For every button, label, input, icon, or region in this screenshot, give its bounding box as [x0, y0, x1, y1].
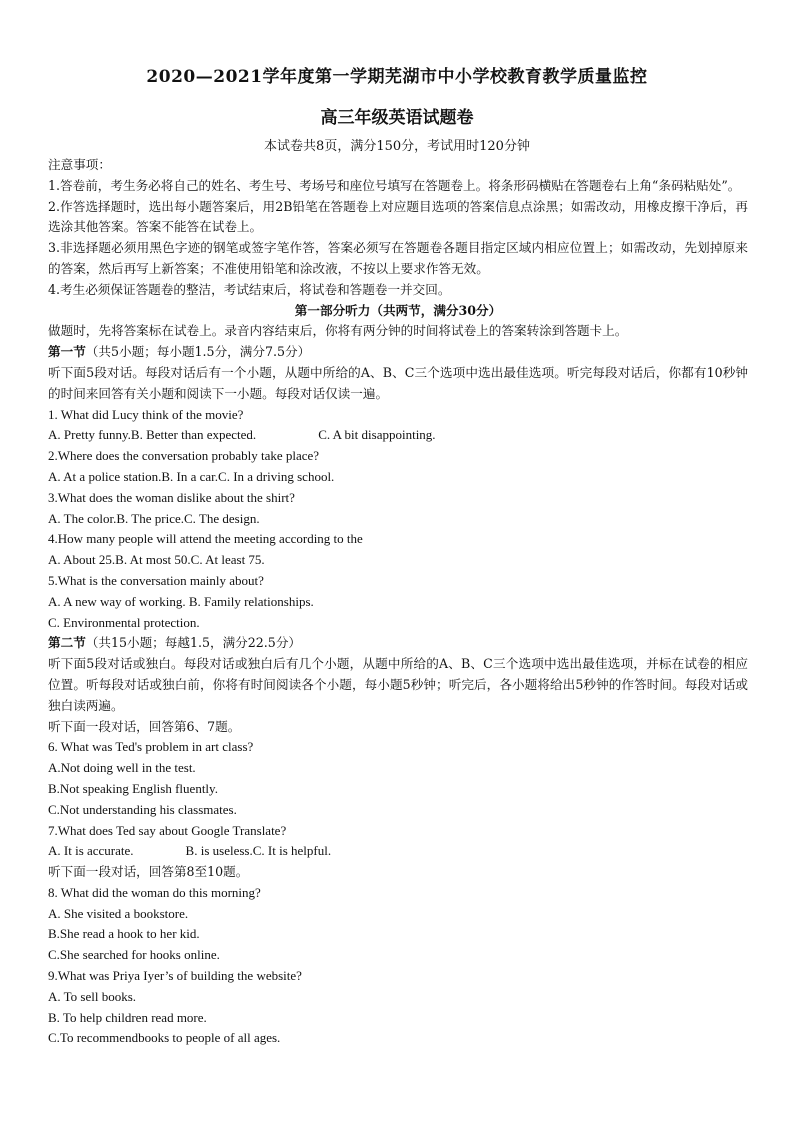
question-1-options [48, 425, 748, 446]
question-9: 9.What was Priya Iyer’s of building the website? [48, 968, 302, 984]
part1-heading: 第一部分听力（共两节，满分30分） [294, 302, 502, 318]
question-1-option-c: C. A bit disappointing. [318, 427, 436, 443]
question-8: 8. What did the woman do this morning? [48, 884, 261, 900]
question-3: 3.What does the woman dislike about the shirt? [48, 489, 295, 505]
question-7-options-bc: B. is useless.C. It is helpful. [185, 843, 332, 859]
section2-lead-2: 听下面一段对话，回答第8至10题。 [48, 864, 249, 880]
question-6: 6. What was Ted's problem in art class? [48, 739, 254, 755]
exam-title: 2020—2021学年度第一学期芜湖市中小学校教育教学质量监控 [146, 67, 648, 87]
exam-subtitle: 高三年级英语试题卷 [320, 108, 474, 128]
question-5-option-c: C. Environmental protection. [48, 614, 200, 630]
question-4-options: A. About 25.B. At most 50.C. At least 75. [48, 552, 265, 568]
section1-label: 第一节 [48, 344, 86, 360]
question-4: 4.How many people will attend the meeting according to the [48, 531, 363, 547]
question-6-option-c: C.Not understanding his classmates. [48, 801, 237, 817]
question-1-options-ab: A. Pretty funny.B. Better than expected. [48, 427, 257, 443]
question-7-options [48, 841, 748, 862]
section1-heading [48, 342, 748, 363]
question-6-option-a: A.Not doing well in the test. [48, 760, 196, 776]
question-7: 7.What does Ted say about Google Translate? [48, 822, 287, 838]
section2-meta: （共15小题；每越1.5，满分22.5分） [85, 635, 302, 651]
question-2-options: A. At a police station.B. In a car.C. In a driving school. [48, 468, 335, 484]
question-6-option-b: B.Not speaking English fluently. [48, 780, 218, 796]
exam-info: 本试卷共8页，满分150分，考试用时120分钟 [264, 139, 530, 154]
section2-instructions: 听下面5段对话或独白。每段对话或独白后有几个小题，从题中所给的A、B、C三个选项中选出最佳选项，并标在试卷的相应位置。听每段对话或独白前，你将有时间阅读各个小题，每小题5秒钟；听完后，各小题将给出5秒钟的作答时间。每段对话或独白读两遍。 [48, 656, 748, 713]
section2-lead-1: 听下面一段对话，回答第6、7题。 [48, 718, 241, 734]
question-5-options-ab: A. A new way of working. B. Family relationships. [48, 593, 314, 609]
section2-label: 第二节 [48, 635, 86, 651]
question-9-option-a: A. To sell books. [48, 988, 137, 1004]
question-7-option-a: A. It is accurate. [48, 843, 134, 859]
question-3-options: A. The color.B. The price.C. The design. [48, 510, 260, 526]
section2-heading [48, 633, 748, 654]
part1-intro: 做题时，先将答案标在试卷上。录音内容结束后，你将有两分钟的时间将试卷上的答案转涂到答题卡上。 [48, 323, 628, 339]
question-8-option-b: B.She read a hook to her kid. [48, 926, 200, 942]
question-8-option-c: C.She searched for hooks online. [48, 947, 220, 963]
question-2: 2.Where does the conversation probably take place? [48, 448, 320, 464]
question-9-option-b: B. To help children read more. [48, 1009, 207, 1025]
question-9-option-c: C.To recommendbooks to people of all ages. [48, 1030, 281, 1046]
question-5: 5.What is the conversation mainly about? [48, 572, 264, 588]
notice-heading: 注意事项： [48, 157, 111, 172]
notice-item-3: 3.非选择题必须用黑色字迹的钢笔或签字笔作答，答案必须写在答题卷各题目指定区域内相应位置上；如需改动，先划掉原来的答案，然后再写上新答案；不准使用铅笔和涂改液，不按以上要求作答无效。 [48, 240, 748, 276]
question-8-option-a: A. She visited a bookstore. [48, 905, 189, 921]
notice-item-2: 2.作答选择题时，选出每小题答案后，用2B铅笔在答题卷上对应题目选项的答案信息点涂黑；如需改动，用橡皮擦干净后，再选涂其他答案。答案不能答在试卷上。 [48, 198, 748, 235]
notice-item-1: 1.答卷前，考生务必将自己的姓名、考生号、考场号和座位号填写在答题卷上。将条形码横贴在答题卷右上角“条码粘贴处”。 [48, 177, 741, 193]
question-1: 1. What did Lucy think of the movie? [48, 406, 244, 422]
notice-item-4: 4.考生必须保证答题卷的整洁，考试结束后，将试卷和答题卷一并交回。 [48, 281, 451, 297]
section1-meta: （共5小题；每小题1.5分，满分7.5分） [85, 344, 311, 360]
section1-instructions: 听下面5段对话。每段对话后有一个小题，从题中所给的A、B、C三个选项中选出最佳选项。听完每段对话后，你都有10秒钟的时间来回答有关小题和阅读下一小题。每段对话仅读一遍。 [48, 364, 748, 401]
exam-body [48, 155, 748, 1049]
